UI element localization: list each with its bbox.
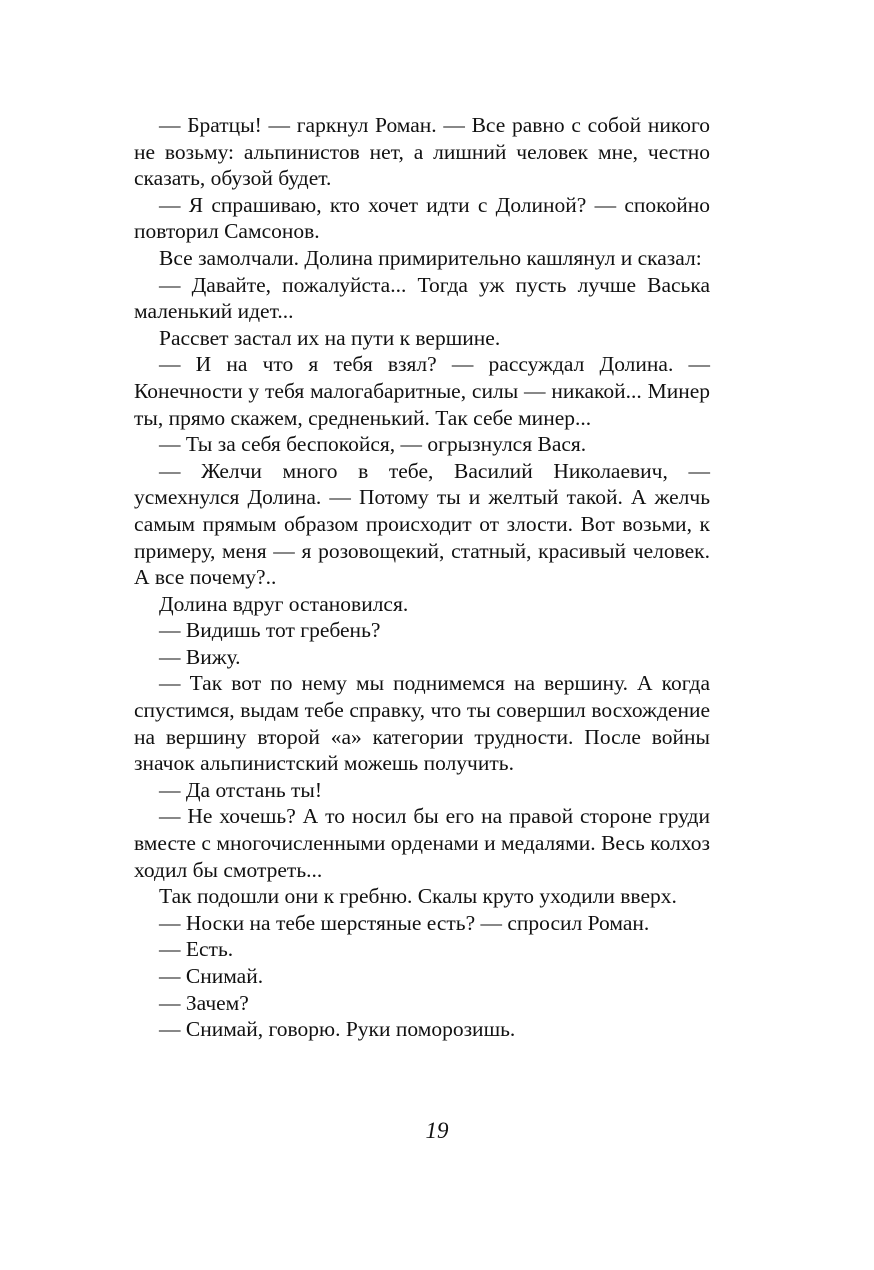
paragraph: — Так вот по нему мы поднимемся на вершину. А когда спустимся, выдам тебе справку, что ты совершил восхождение на вершину второй «а» категории трудности. После войны значок альпинистский можешь получить. [134, 671, 710, 776]
paragraph: Так подошли они к гребню. Скалы круто уходили вверх. [159, 884, 677, 909]
paragraph: Рассвет застал их на пути к вершине. [159, 325, 501, 350]
paragraph: — Желчи много в тебе, Василий Николаевич, — усмехнулся Долина. — Потому ты и желтый такой. А желчь самым прямым образом происходит от злости. Вот возьми, к примеру, меня — я розовощекий, статный, красивый человек. А все почему?.. [134, 458, 710, 590]
paragraph: Долина вдруг остановился. [159, 591, 409, 616]
paragraph: — Носки на тебе шерстяные есть? — спросил Роман. [159, 910, 650, 935]
paragraph: — Есть. [159, 937, 234, 962]
body-text [134, 112, 710, 1043]
paragraph: Все замолчали. Долина примирительно кашлянул и сказал: [159, 245, 702, 270]
paragraph: — Зачем? [159, 990, 249, 1015]
paragraph: — Снимай. [159, 964, 264, 988]
paragraph: — Да отстань ты! [159, 777, 323, 802]
paragraph: — Снимай, говорю. Руки поморозишь. [159, 1017, 516, 1042]
paragraph: — И на что я тебя взял? — рассуждал Долина. — Конечности у тебя малогабаритные, силы — никакой... Минер ты, прямо скажем, средненький. Так себе минер... [134, 352, 710, 430]
paragraph: — Видишь тот гребень? [159, 618, 381, 643]
page-number: 19 [425, 1118, 449, 1143]
paragraph: — Не хочешь? А то носил бы его на правой стороне груди вместе с многочисленными орденами и медалями. Весь колхоз ходил бы смотреть... [134, 804, 710, 882]
paragraph: — Братцы! — гаркнул Роман. — Все равно с собой никого не возьму: альпинистов нет, а лишний человек мне, честно сказать, обузой будет. [134, 113, 710, 191]
paragraph: — Я спрашиваю, кто хочет идти с Долиной? — спокойно повторил Самсонов. [134, 192, 710, 244]
paragraph: — Вижу. [159, 644, 241, 669]
paragraph: — Давайте, пожалуйста... Тогда уж пусть лучше Васька маленький идет... [134, 272, 710, 324]
paragraph: — Ты за себя беспокойся, — огрызнулся Вася. [159, 432, 587, 457]
